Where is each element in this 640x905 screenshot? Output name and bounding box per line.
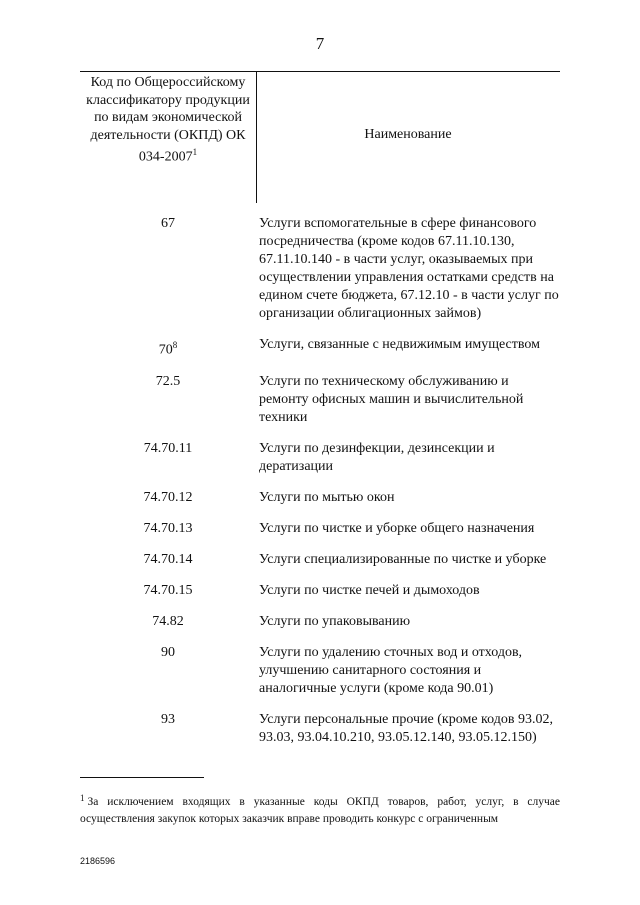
code-value: 70 xyxy=(158,342,173,358)
code-value: 74.70.15 xyxy=(143,582,193,598)
footnote-separator xyxy=(80,777,204,778)
column-header-code-text: Код по Общероссийскому классификатору продукции по видам экономической деятельности (ОКПД) ОК 034-2007 xyxy=(86,75,250,166)
row-code xyxy=(80,644,256,698)
column-header-name: Наименование xyxy=(364,127,452,142)
table-row xyxy=(80,336,560,360)
row-name: Услуги по чистке печей и дымоходов xyxy=(259,582,480,598)
table-row xyxy=(80,613,560,631)
row-code xyxy=(80,551,256,569)
code-value: 67 xyxy=(161,216,175,231)
footnote-mark: 1 xyxy=(80,793,85,803)
code-value: 90 xyxy=(161,644,175,660)
row-code xyxy=(80,440,256,476)
row-code xyxy=(80,711,256,747)
table-row xyxy=(80,440,560,476)
classifier-table-body xyxy=(80,215,560,760)
code-value: 74.70.13 xyxy=(143,520,193,536)
row-name: Услуги по чистке и уборке общего назначения xyxy=(259,520,535,536)
table-top-rule xyxy=(80,71,560,72)
table-row xyxy=(80,215,560,323)
row-name: Услуги, связанные с недвижимым имуществом xyxy=(259,337,540,352)
row-code xyxy=(80,215,256,323)
footnote-text: За исключением входящих в указанные коды ОКПД товаров, работ, услуг, в случае осуществления закупок которых заказчик вправе проводить конкурс с ограниченным xyxy=(80,796,560,825)
row-code xyxy=(80,373,256,427)
row-code xyxy=(80,336,256,360)
code-value: 74.70.14 xyxy=(143,551,193,567)
row-name: Услуги вспомогательные в сфере финансового посредничества (кроме кодов 67.11.10.130, 67.11.10.140 - в части услуг, оказываемых при осуществлении управления остатками средств на едином счете бюджета, 67.12.10 - в части услуг по организации облигационных займов) xyxy=(259,216,559,321)
code-value: 74.70.11 xyxy=(143,440,193,456)
table-row xyxy=(80,373,560,427)
table-row xyxy=(80,489,560,507)
code-footnote-ref: 8 xyxy=(172,340,178,350)
code-value: 74.82 xyxy=(152,613,184,629)
document-id: 2186596 xyxy=(80,856,116,866)
header-column-divider xyxy=(256,71,257,203)
row-name: Услуги персональные прочие (кроме кодов 93.02, 93.03, 93.04.10.210, 93.05.12.140, 93.05.12.150) xyxy=(259,711,553,745)
code-value: 72.5 xyxy=(155,373,181,389)
row-code xyxy=(80,520,256,538)
row-name: Услуги по удалению сточных вод и отходов, улучшению санитарного состояния и аналогичные услуги (кроме кода 90.01) xyxy=(259,644,523,696)
row-name: Услуги по мытью окон xyxy=(259,489,395,505)
row-name: Услуги специализированные по чистке и уборке xyxy=(259,551,547,567)
row-name: Услуги по упаковыванию xyxy=(259,613,411,629)
row-name: Услуги по дезинфекции, дезинсекции и дератизации xyxy=(259,440,495,474)
column-header-code-note: 1 xyxy=(192,147,198,158)
row-code xyxy=(80,582,256,600)
page-number: 7 xyxy=(315,34,325,53)
table-row xyxy=(80,644,560,698)
code-value: 74.70.12 xyxy=(143,489,193,505)
row-code xyxy=(80,489,256,507)
column-header-code xyxy=(84,74,252,167)
table-row xyxy=(80,551,560,569)
row-name: Услуги по техническому обслуживанию и ремонту офисных машин и вычислительной техники xyxy=(259,373,524,425)
footnote xyxy=(80,790,560,828)
row-code xyxy=(80,613,256,631)
table-row xyxy=(80,711,560,747)
table-row xyxy=(80,582,560,600)
table-row xyxy=(80,520,560,538)
code-value: 93 xyxy=(161,711,175,727)
